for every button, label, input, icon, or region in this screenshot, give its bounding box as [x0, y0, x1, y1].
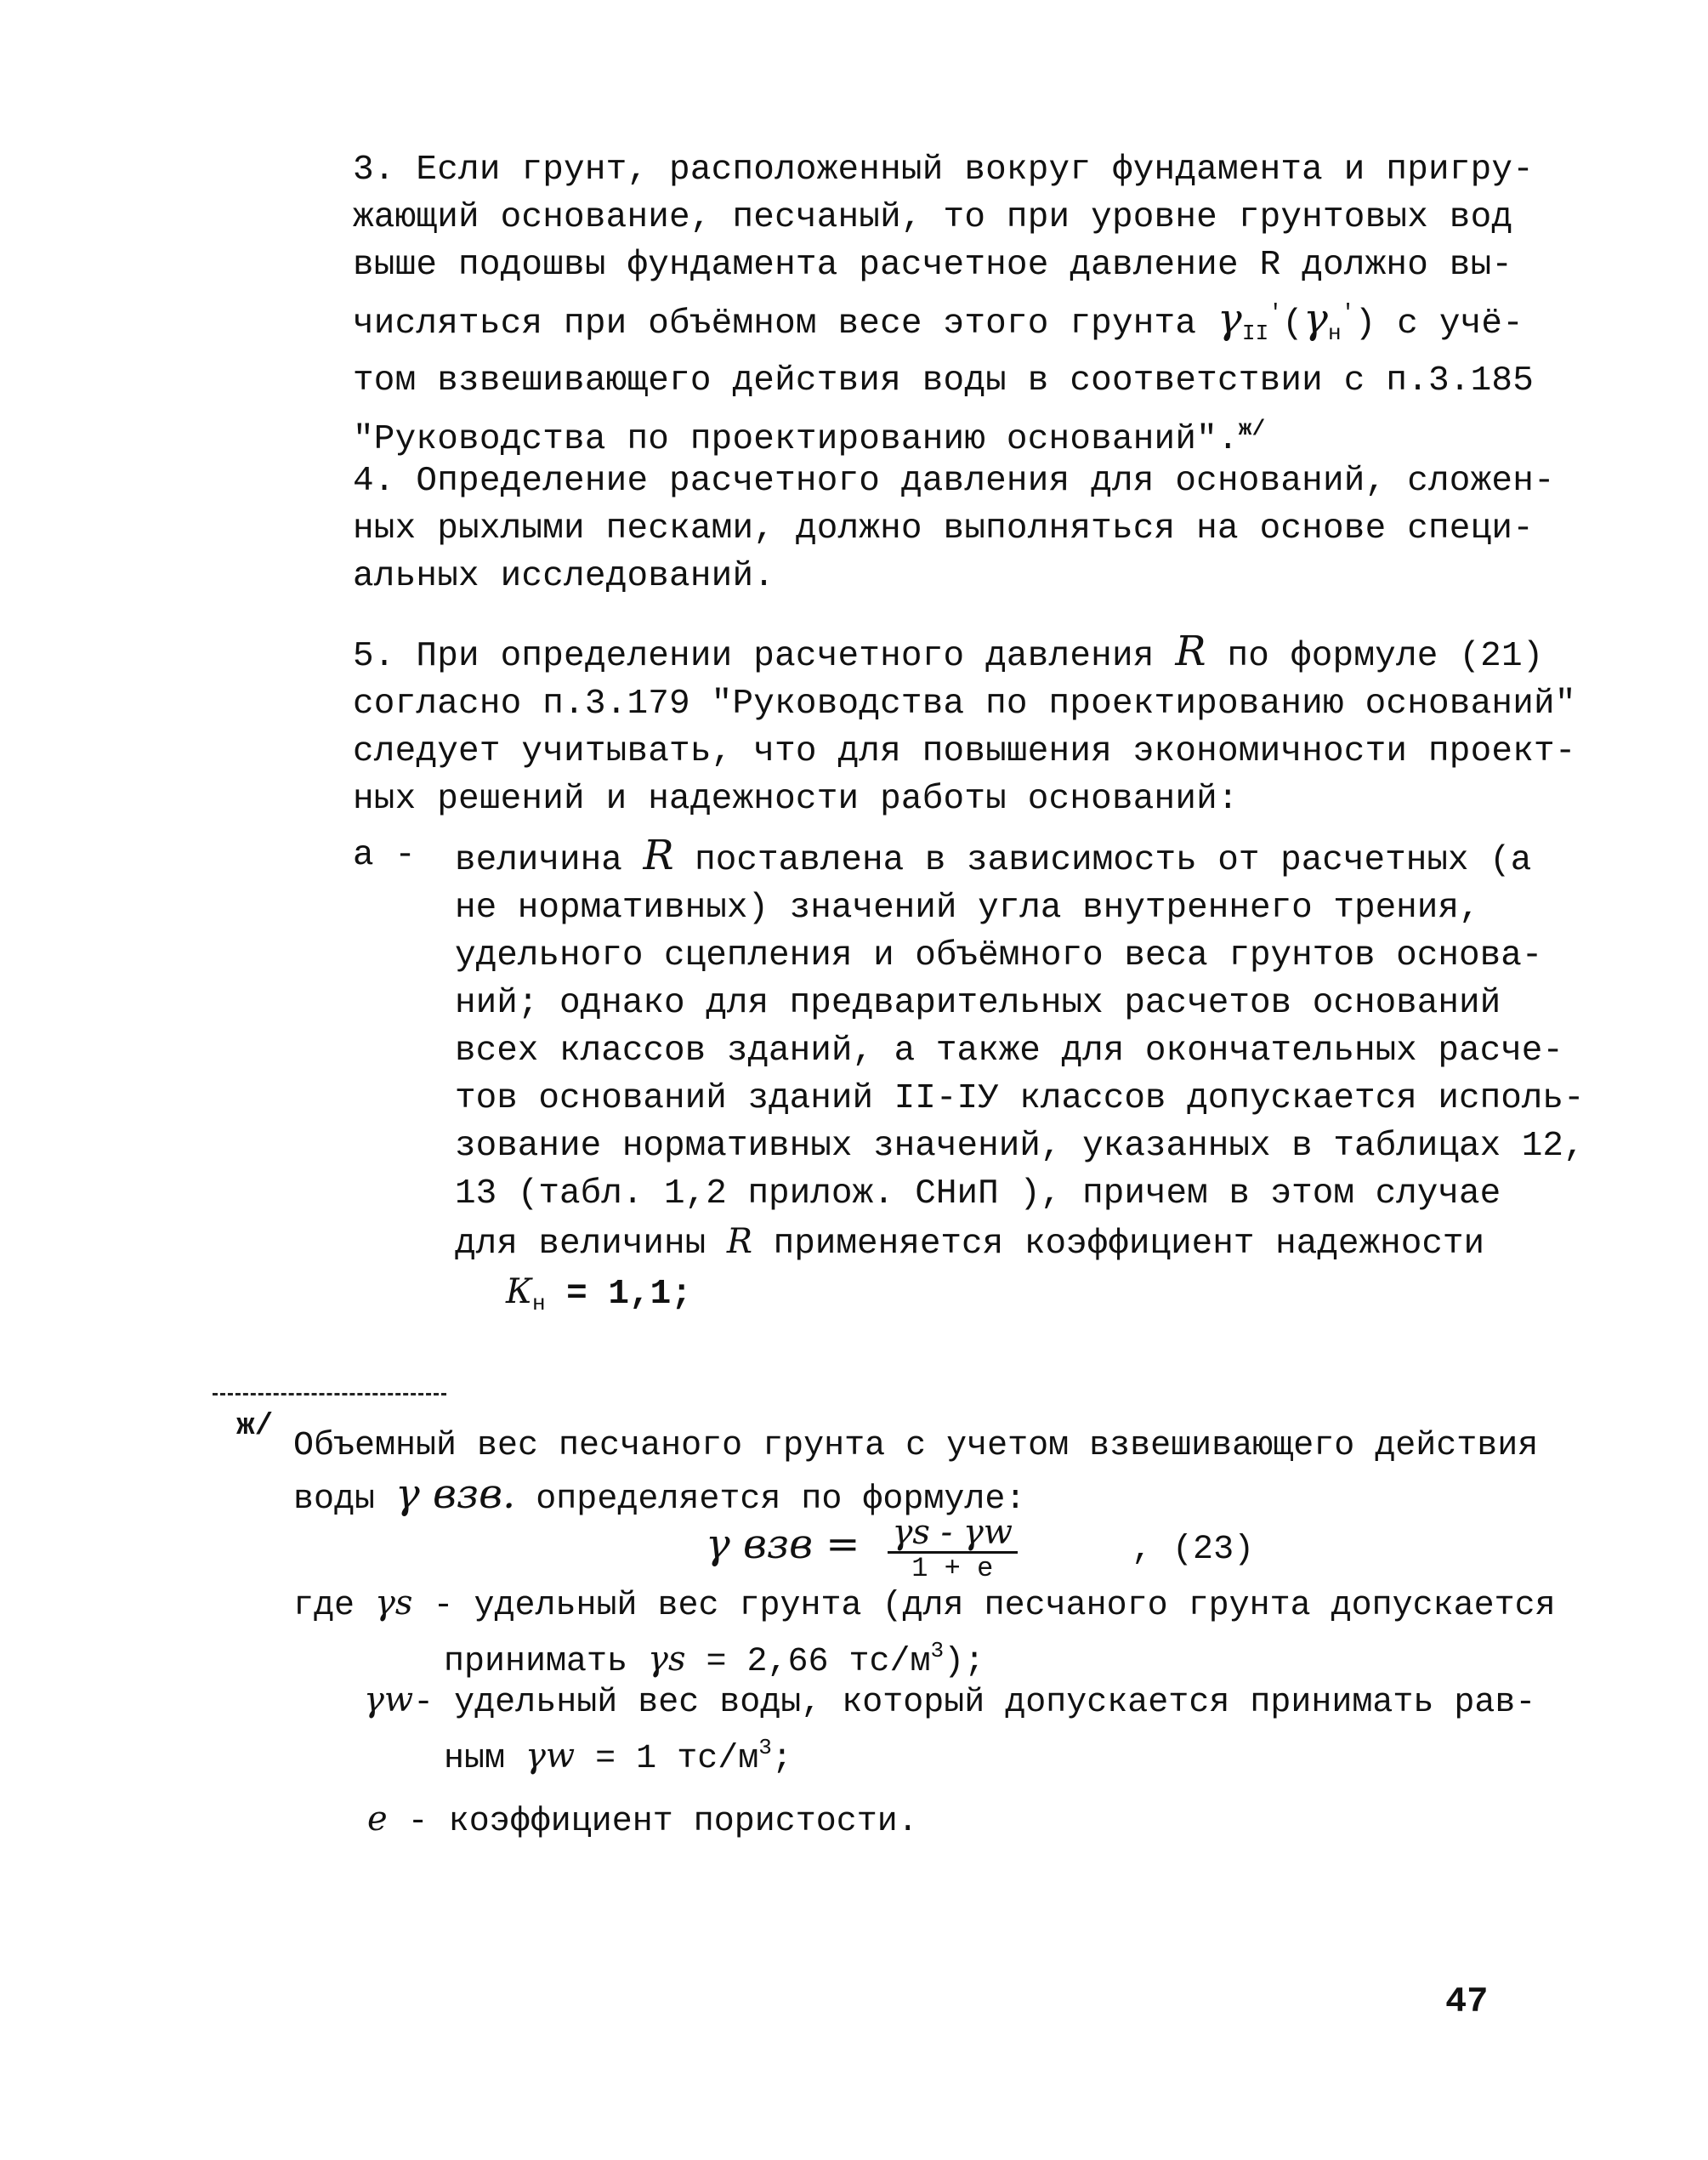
- formula-fraction: [888, 1514, 1019, 1584]
- paragraph-4-line-2: ных рыхлыми песками, должно выполняться на основе специ-: [353, 509, 1535, 549]
- formula-23: [706, 1514, 1254, 1584]
- text-segment: -: [412, 1587, 474, 1625]
- footnote-separator: [213, 1393, 446, 1395]
- paragraph-3: [353, 146, 1535, 463]
- footnote-line-1: Объемный вес песчаного грунта с учетом взвешивающего действия: [293, 1427, 1539, 1465]
- item-a-line-9: [455, 1218, 1518, 1268]
- paragraph-4: [353, 458, 1555, 600]
- paragraph-3-line-1: 3. Если грунт, расположенный вокруг фундамента и пригру-: [353, 151, 1535, 190]
- list-item-a-body: [455, 832, 1585, 1327]
- paragraph-5-line-1: [353, 628, 1544, 680]
- open-paren: (: [1282, 304, 1304, 344]
- gamma-vzv-symbol: γ взв.: [395, 1470, 516, 1518]
- footnote-reference-mark: ж/: [1238, 416, 1266, 441]
- paragraph-5-line-2: согласно п.3.179 "Руководства по проектированию оснований": [353, 685, 1576, 724]
- text-segment: удельный вес грунта (для песчаного грунта допускается: [474, 1587, 1556, 1625]
- item-a-line-10: [455, 1268, 1518, 1327]
- text-segment: по формуле (21): [1206, 637, 1544, 676]
- exponent: 3: [930, 1638, 945, 1663]
- subscript: II: [1241, 321, 1269, 346]
- gamma-s-symbol: γs: [648, 1640, 686, 1679]
- paragraph-3-line-4: [353, 289, 1524, 357]
- text-segment: 5. При определении расчетного давления: [353, 637, 1176, 676]
- text-segment: -: [413, 1684, 455, 1722]
- definition-e: [367, 1796, 918, 1845]
- text-segment: определяется по формуле:: [515, 1481, 1026, 1519]
- e-symbol: e: [367, 1799, 388, 1839]
- text-segment: величина: [455, 841, 644, 880]
- text-segment: = 1 тс/м: [575, 1740, 759, 1778]
- formula-lhs: γ взв =: [706, 1521, 860, 1569]
- item-a-line-6: тов оснований зданий II-IУ классов допускается исполь-: [455, 1079, 1585, 1118]
- definition-yw-line-1: [364, 1677, 1535, 1726]
- footnote-mark: ж/: [236, 1408, 274, 1443]
- text-segment: ;: [771, 1740, 792, 1778]
- gamma-w-symbol: γw: [364, 1680, 414, 1719]
- definition-yw-line-2: [444, 1725, 792, 1782]
- item-a-line-4: ний; однако для предварительных расчетов оснований: [455, 984, 1501, 1023]
- item-a-line-2: не нормативных) значений угла внутреннего трения,: [455, 889, 1480, 928]
- exponent: 3: [758, 1735, 772, 1760]
- subscript: н: [531, 1291, 546, 1316]
- prime-mark: ': [1268, 300, 1283, 326]
- item-a-line-3: удельного сцепления и объёмного веса грунтов основа-: [455, 936, 1543, 975]
- text-segment: = 2,66 тс/м: [685, 1643, 931, 1681]
- k-symbol: К: [506, 1272, 532, 1311]
- paragraph-3-line-6: [353, 405, 1450, 463]
- paragraph-5-line-3: следует учитывать, что для повышения экономичности проект-: [353, 732, 1576, 771]
- text-segment: - коэффициент пористости.: [387, 1803, 918, 1841]
- text-segment: ным: [444, 1740, 526, 1778]
- text-segment: числяться при объёмном весе этого грунта: [353, 304, 1217, 344]
- r-symbol: R: [1175, 628, 1206, 675]
- paragraph-3-line-3: выше подошвы фундамента расчетное давление R должно вы-: [353, 246, 1513, 285]
- paragraph-4-line-3: альных исследований.: [353, 557, 775, 596]
- text-segment: для величины: [455, 1225, 727, 1264]
- r-symbol: R: [726, 1222, 752, 1261]
- text-segment: поставлена в зависимость от расчетных (а: [673, 841, 1532, 880]
- text-segment: "Руководства по проектированию оснований".: [353, 420, 1239, 459]
- text-segment: );: [944, 1643, 985, 1681]
- text-segment: принимать: [444, 1643, 649, 1681]
- item-a-line-8: 13 (табл. 1,2 прилож. СНиП ), причем в этом случае: [455, 1174, 1501, 1214]
- where-label: где: [293, 1587, 376, 1625]
- gamma-symbol: γ: [1217, 295, 1242, 343]
- paragraph-4-line-1: 4. Определение расчетного давления для оснований, сложен-: [353, 462, 1555, 501]
- item-a-line-5: всех классов зданий, а также для окончательных расче-: [455, 1032, 1564, 1071]
- definition-ys-line-1: [293, 1580, 1556, 1629]
- gamma-w-symbol: γw: [525, 1737, 576, 1776]
- text-segment: ) с учё-: [1354, 304, 1524, 344]
- subscript: н: [1327, 321, 1342, 346]
- text-segment: удельный вес воды, который допускается принимать рав-: [454, 1684, 1536, 1722]
- text-segment: воды: [293, 1481, 396, 1519]
- paragraph-5-line-4: ных решений и надежности работы оснований:: [353, 780, 1239, 819]
- formula-number: , (23): [1132, 1531, 1255, 1570]
- prime-mark: ': [1341, 300, 1355, 326]
- paragraph-3-line-5: том взвешивающего действия воды в соответствии с п.3.185: [353, 361, 1535, 401]
- item-a-line-7: зование нормативных значений, указанных в таблицах 12,: [455, 1127, 1585, 1166]
- paragraph-5: [353, 628, 1576, 823]
- page-number: 47: [1445, 1981, 1489, 2022]
- text-segment: = 1,1;: [545, 1275, 692, 1314]
- formula-denominator: 1 + e: [911, 1553, 994, 1584]
- gamma-s-symbol: γs: [375, 1583, 413, 1623]
- list-marker-a: а -: [353, 836, 416, 875]
- paragraph-3-line-2: жающий основание, песчаный, то при уровне грунтовых вод: [353, 198, 1513, 237]
- item-a-line-1: [455, 832, 1532, 884]
- text-segment: применяется коэффициент надежности: [752, 1225, 1485, 1264]
- r-symbol: R: [643, 832, 674, 879]
- gamma-symbol: γ: [1303, 295, 1328, 343]
- formula-numerator: γs - γw: [888, 1514, 1019, 1554]
